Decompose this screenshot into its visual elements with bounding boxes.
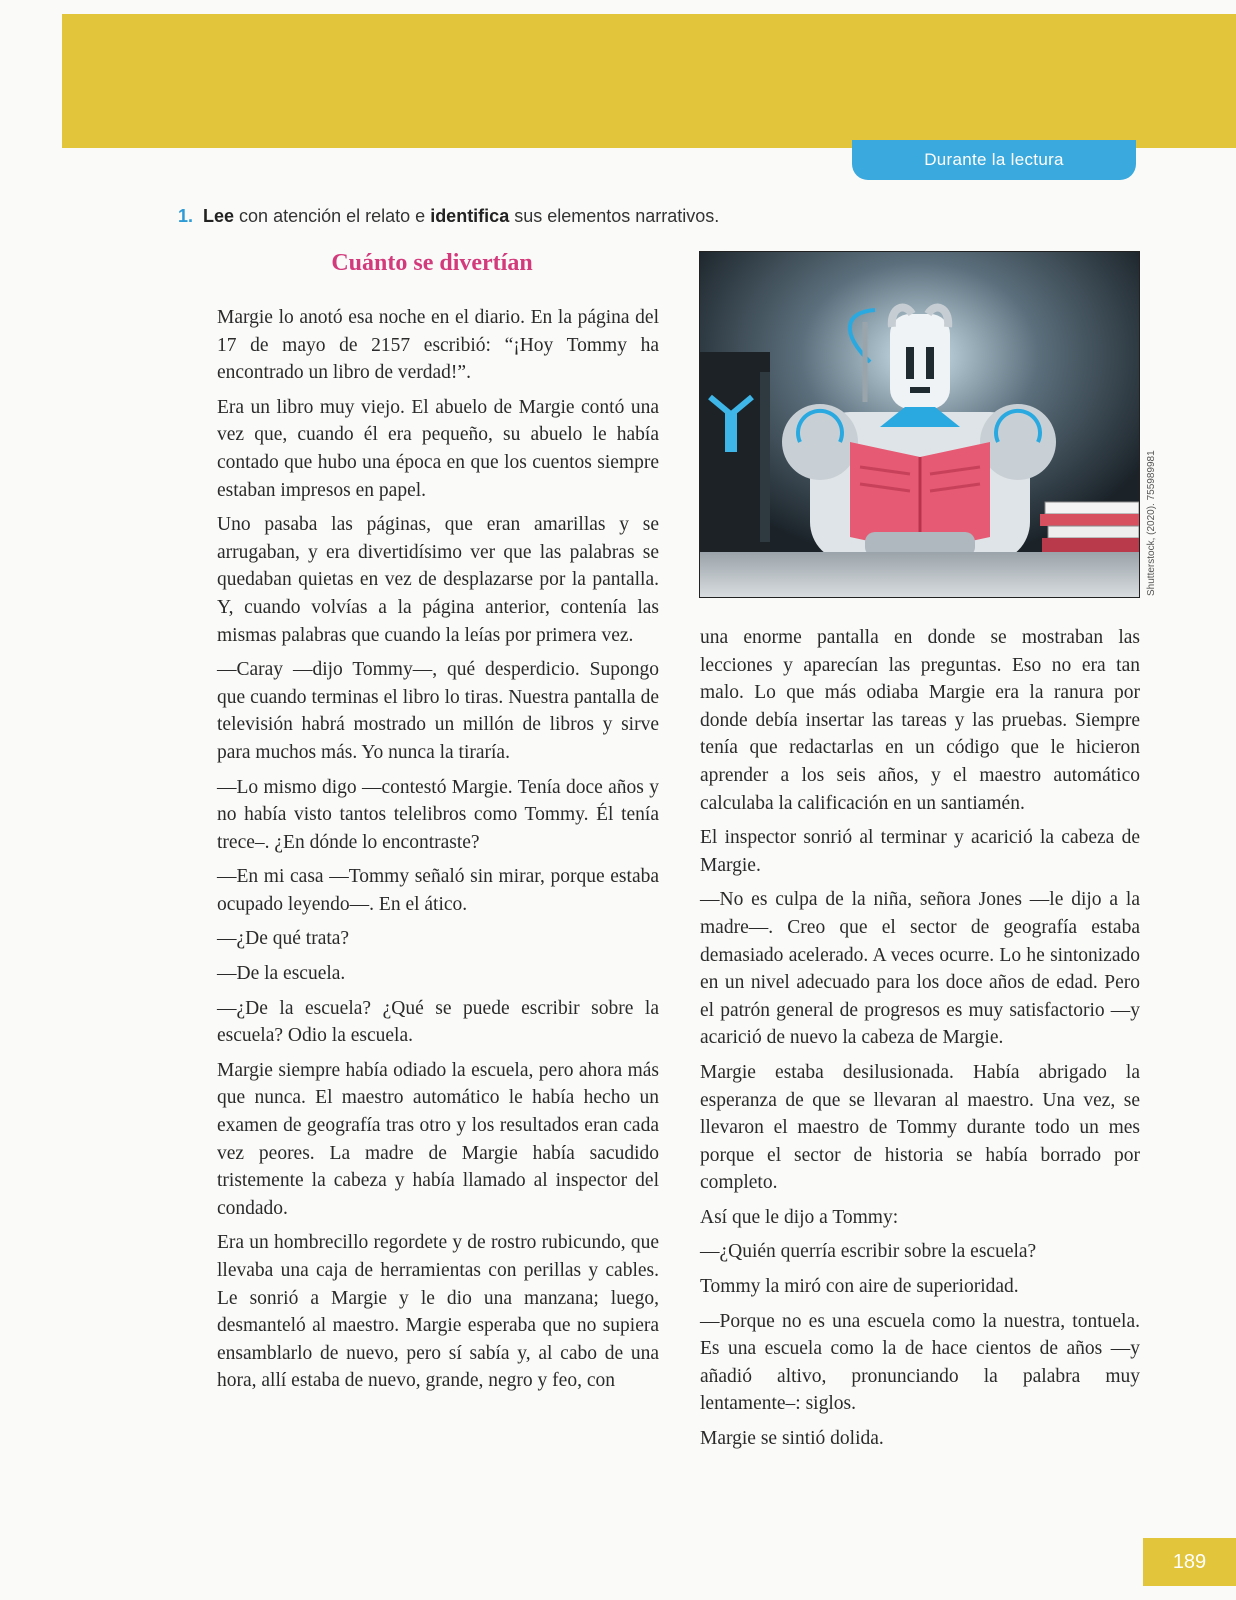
paragraph: Así que le dijo a Tommy: bbox=[700, 1206, 899, 1228]
page-number: 189 bbox=[1143, 1538, 1236, 1586]
paragraph: —Caray —dijo Tommy—, qué desperdicio. Supongo que cuando terminas el libro lo tiras. Nuestra pantalla de televisión habrá mostrado un millón de libros y sirve para muchos más. Yo nunca la tiraría. bbox=[217, 659, 659, 763]
paragraph: Uno pasaba las páginas, que eran amarillas y se arrugaban, y era divertidísimo ver que las palabras se quedaban quietas en vez de desplazarse por la pantalla. Y, cuando volvías a la página anterior, contenía las mismas palabras que cuando la leías por primera vez. bbox=[217, 514, 659, 646]
paragraph: Margie siempre había odiado la escuela, pero ahora más que nunca. El maestro automático le había hecho un examen de geografía tras otro y los resultados eran cada vez peores. La madre de Margie había sacudido tristemente la cabeza y había llamado al inspector del condado. bbox=[217, 1059, 659, 1219]
paragraph: una enorme pantalla en donde se mostraban las lecciones y aparecían las preguntas. Eso no era tan malo. Lo que más odiaba Margie era la ranura por donde debía insertar las tareas y las pruebas. Siempre tenía que redactarlas en un código que le hicieron aprender a los seis años, y el maestro automático calculaba la calificación en un santiamén. bbox=[700, 627, 1140, 814]
image-credit-text: Shutterstock, (2020). 755989981 bbox=[1146, 450, 1157, 596]
section-tab: Durante la lectura bbox=[852, 140, 1136, 180]
paragraph: —En mi casa —Tommy señaló sin mirar, porque estaba ocupado leyendo—. En el ático. bbox=[217, 866, 659, 915]
paragraph: El inspector sonrió al terminar y acarició la cabeza de Margie. bbox=[700, 827, 1140, 876]
paragraph: Margie se sintió dolida. bbox=[700, 1428, 884, 1450]
paragraph: Tommy la miró con aire de superioridad. bbox=[700, 1276, 1019, 1298]
instruction-verb-read: Lee bbox=[203, 206, 235, 226]
paragraph: —¿De la escuela? ¿Qué se puede escribir sobre la escuela? Odio la escuela. bbox=[217, 997, 659, 1047]
instruction-text-a: con atención el relato e bbox=[234, 206, 431, 226]
activity-instruction bbox=[178, 206, 878, 227]
activity-number: 1. bbox=[178, 206, 194, 226]
paragraph: —No es culpa de la niña, señora Jones —le dijo a la madre—. Creo que el sector de geografía estaba demasiado acelerado. A veces ocurre. Lo he sintonizado en un nivel adecuado para los doce años de edad. Pero el patrón general de progresos es muy satisfactorio —y acarició de nuevo la cabeza de Margie. bbox=[700, 889, 1140, 1049]
top-color-band bbox=[62, 14, 1236, 148]
story-title: Cuánto se divertían bbox=[331, 250, 533, 276]
paragraph: —Lo mismo digo —contestó Margie. Tenía doce años y no había visto tantos telelibros como Tommy. Él tenía trece–. ¿En dónde lo encontraste? bbox=[217, 776, 659, 853]
paragraph: —¿Quién querría escribir sobre la escuela? bbox=[700, 1241, 1037, 1263]
paragraph: Era un hombrecillo regordete y de rostro rubicundo, que llevaba una caja de herramientas con perillas y cables. Le sonrió a Margie y le dio una manzana; luego, desmanteló al maestro. Margie esperaba que no supiera ensamblarlo de nuevo, pero sí sabía y, al cabo de una hora, allí estaba de nuevo, grande, negro y feo, con bbox=[217, 1232, 659, 1392]
paragraph: —De la escuela. bbox=[217, 963, 346, 985]
paragraph: Margie lo anotó esa noche en el diario. En la página del 17 de mayo de 2157 escribió: “¡Hoy Tommy ha encontrado un libro de verdad!”. bbox=[217, 307, 659, 384]
instruction-verb-identify: identifica bbox=[430, 206, 510, 226]
story-left-column bbox=[217, 304, 659, 1402]
paragraph: —¿De qué trata? bbox=[217, 928, 350, 950]
paragraph: Margie estaba desilusionada. Había abrigado la esperanza de que se llevaran al maestro. Una vez, se llevaron el maestro de Tommy durante todo un mes porque el sector de historia se había borrado por completo. bbox=[700, 1061, 1140, 1194]
paragraph: Era un libro muy viejo. El abuelo de Margie contó una vez que, cuando él era pequeño, su abuelo le había contado que hubo una época en que los cuentos siempre estaban impresos en papel. bbox=[217, 396, 659, 501]
robot-reading-book-icon bbox=[699, 251, 1140, 598]
instruction-text-b: sus elementos narrativos. bbox=[509, 206, 720, 226]
paragraph: —Porque no es una escuela como la nuestra, tontuela. Es una escuela como la de hace cientos de años —y añadió altivo, pronunciando la palabra muy lentamente–: siglos. bbox=[700, 1310, 1140, 1415]
story-right-column bbox=[700, 624, 1140, 1460]
